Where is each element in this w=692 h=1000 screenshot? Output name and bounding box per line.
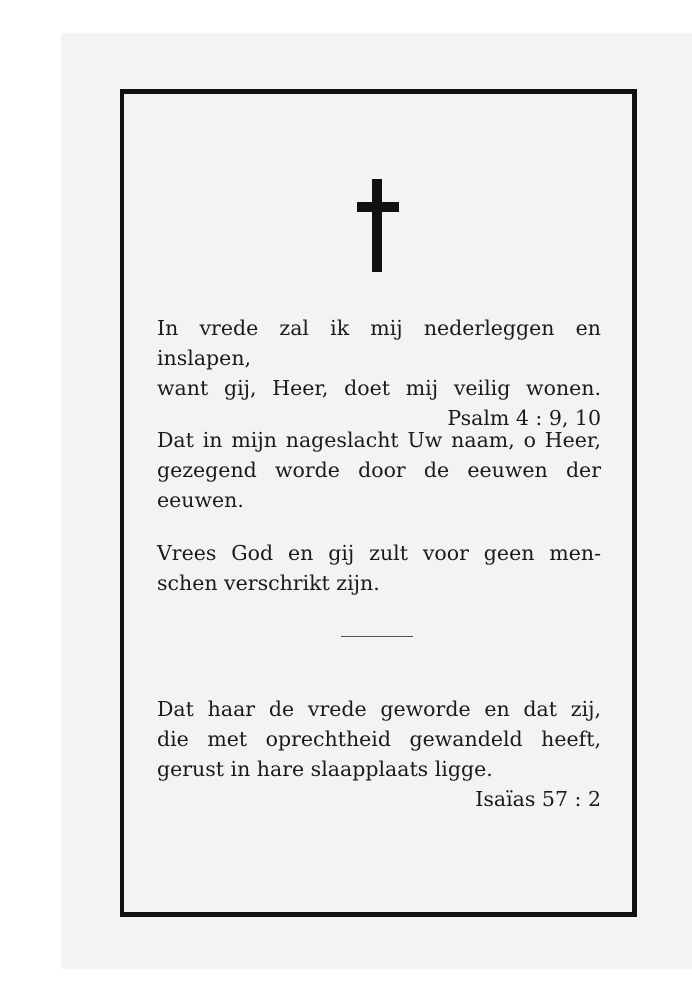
- verse-line: eeuwen.: [157, 488, 244, 512]
- verse-line: gerust in hare slaapplaats ligge.: [157, 757, 493, 781]
- verse-isaiah: [157, 694, 601, 814]
- section-divider: [341, 636, 413, 637]
- verse-descendants: [157, 425, 601, 515]
- verse-line: die met oprechtheid gewandeld heeft,: [157, 727, 601, 751]
- verse-line: Dat in mijn nageslacht Uw naam, o Heer,: [157, 428, 601, 452]
- verse-reference: Isaïas 57 : 2: [475, 787, 601, 811]
- verse-reference: Psalm 4 : 9, 10: [447, 406, 601, 430]
- verse-psalm: [157, 313, 601, 433]
- verse-line: want gij, Heer, doet mij veilig wonen.: [157, 376, 601, 400]
- verse-line: In vrede zal ik mij nederleggen en inslapen,: [157, 316, 601, 370]
- verse-line: schen verschrikt zijn.: [157, 571, 380, 595]
- verse-line: Vrees God en gij zult voor geen men-: [157, 541, 601, 565]
- cross-horizontal-bar: [357, 202, 399, 212]
- verse-line: gezegend worde door de eeuwen der: [157, 458, 601, 482]
- latin-cross-icon: [357, 179, 399, 272]
- verse-line: Dat haar de vrede geworde en dat zij,: [157, 697, 601, 721]
- cross-vertical-bar: [372, 179, 382, 272]
- verse-fear-god: [157, 538, 601, 598]
